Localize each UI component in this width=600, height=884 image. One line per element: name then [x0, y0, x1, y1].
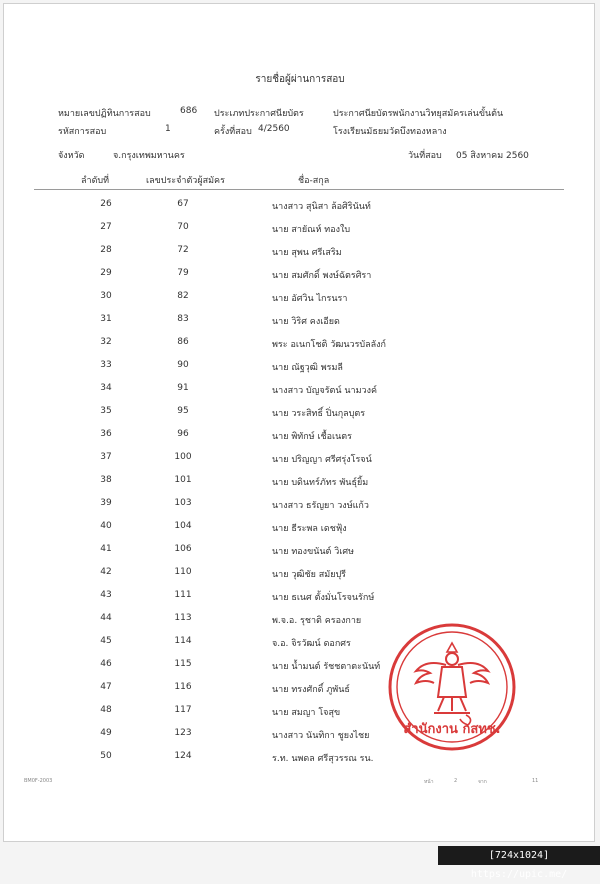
row-applicant-id: 86	[177, 337, 189, 347]
table-row	[0, 751, 600, 774]
row-full-name: นาย สุพน ศรีเสริม	[272, 248, 342, 258]
row-order: 30	[100, 291, 112, 301]
row-order: 27	[100, 222, 112, 232]
row-full-name: จ.อ. จิรวัฒน์ ดอกศร	[272, 639, 351, 649]
row-full-name: นาย ทรงศักดิ์ ภูพันธ์	[272, 685, 350, 695]
row-order: 39	[100, 498, 112, 508]
row-applicant-id: 106	[174, 544, 192, 554]
row-order: 34	[100, 383, 112, 393]
row-order: 50	[100, 751, 112, 761]
row-order: 35	[100, 406, 112, 416]
row-order: 40	[100, 521, 112, 531]
table-row	[0, 199, 600, 222]
exam-id-label: รหัสการสอบ	[58, 127, 107, 137]
header-applicant-id: เลขประจำตัวผู้สมัคร	[146, 176, 225, 186]
table-row	[0, 337, 600, 360]
row-full-name: นางสาว นันทิกา ชูยงไชย	[272, 731, 370, 741]
table-row	[0, 406, 600, 429]
row-order: 41	[100, 544, 112, 554]
table-row	[0, 498, 600, 521]
row-full-name: นาย วุฒิชัย สมัยปุรี	[272, 570, 347, 580]
table-row	[0, 291, 600, 314]
row-full-name: ร.ท. นพดล ศรีสุวรรณ รน.	[272, 754, 374, 764]
page-number: 2	[454, 778, 458, 784]
row-applicant-id: 82	[177, 291, 189, 301]
table-row	[0, 475, 600, 498]
row-applicant-id: 111	[174, 590, 192, 600]
row-applicant-id: 100	[174, 452, 192, 462]
row-order: 32	[100, 337, 112, 347]
row-applicant-id: 113	[174, 613, 192, 623]
province-label: จังหวัด	[58, 151, 85, 161]
announcement-type-value: ประกาศนียบัตรพนักงานวิทยุสมัครเล่นขั้นต้น	[333, 109, 504, 119]
row-applicant-id: 101	[174, 475, 192, 485]
row-full-name: นางสาว สุนิสา ล้อศิรินันท์	[272, 202, 371, 212]
row-full-name: นาย สมญา โจสุข	[272, 708, 341, 718]
province-value: จ.กรุงเทพมหานคร	[113, 151, 185, 161]
row-applicant-id: 83	[177, 314, 189, 324]
announcement-type-label: ประเภทประกาศนียบัตร	[214, 109, 304, 119]
row-full-name: นาย วระสิทธิ์ ปิ่นกุลบุตร	[272, 409, 366, 419]
exam-code-label: หมายเลขปฏิทินการสอบ	[58, 109, 151, 119]
table-row	[0, 360, 600, 383]
page-total: 11	[532, 778, 539, 784]
row-applicant-id: 117	[174, 705, 192, 715]
venue: โรงเรียนมัธยมวัดบึงทองหลาง	[333, 127, 447, 137]
form-code: BM0F-2003	[24, 778, 53, 784]
row-applicant-id: 124	[174, 751, 192, 761]
exam-code-value: 686	[180, 106, 198, 116]
table-row	[0, 314, 600, 337]
row-full-name: พ.จ.อ. รุชาติ ครองกาย	[272, 616, 362, 626]
table-row	[0, 521, 600, 544]
row-applicant-id: 115	[174, 659, 192, 669]
row-applicant-id: 116	[174, 682, 192, 692]
row-order: 33	[100, 360, 112, 370]
row-full-name: นาย ณัฐวุฒิ พรมลี	[272, 363, 343, 373]
row-applicant-id: 114	[174, 636, 192, 646]
row-applicant-id: 67	[177, 199, 189, 209]
row-full-name: นาย สายัณห์ ทองใบ	[272, 225, 351, 235]
row-order: 44	[100, 613, 112, 623]
row-applicant-id: 104	[174, 521, 192, 531]
header-order: ลำดับที่	[81, 176, 110, 186]
seal-label: สำนักงาน กสทช.	[403, 722, 501, 737]
row-full-name: นาย วิริศ คงเอียด	[272, 317, 340, 327]
row-order: 46	[100, 659, 112, 669]
upic-watermark-bar: [724x1024] https://upic.me/	[438, 846, 600, 865]
table-row	[0, 383, 600, 406]
exam-date-value: 05 สิงหาคม 2560	[456, 151, 529, 161]
row-applicant-id: 90	[177, 360, 189, 370]
header-full-name: ชื่อ-สกุล	[298, 176, 330, 186]
row-full-name: พระ อเนกโชติ วัฒนวรบัลลังก์	[272, 340, 387, 350]
row-full-name: นาย ปริญญา ศรีศรุ่งโรจน์	[272, 455, 372, 465]
table-row	[0, 268, 600, 291]
row-full-name: นางสาว ธรัญยา วงษ์แก้ว	[272, 501, 369, 511]
row-full-name: นาย บดินทร์ภัทร พันธุ์ยิ้ม	[272, 478, 369, 488]
row-applicant-id: 96	[177, 429, 189, 439]
row-applicant-id: 123	[174, 728, 192, 738]
row-order: 28	[100, 245, 112, 255]
round-label: ครั้งที่สอบ	[214, 127, 252, 137]
exam-date-label: วันที่สอบ	[408, 151, 442, 161]
table-row	[0, 222, 600, 245]
page-label: หน้า	[424, 779, 434, 785]
row-order: 42	[100, 567, 112, 577]
row-applicant-id: 110	[174, 567, 192, 577]
row-applicant-id: 91	[177, 383, 189, 393]
row-applicant-id: 95	[177, 406, 189, 416]
round-value: 4/2560	[258, 124, 290, 134]
table-row	[0, 245, 600, 268]
page-of-label: จาก	[478, 779, 487, 785]
document-title: รายชื่อผู้ผ่านการสอบ	[255, 74, 345, 85]
table-row	[0, 544, 600, 567]
row-full-name: นาย ทองขนันต์ วิเศษ	[272, 547, 355, 557]
header-divider	[34, 189, 564, 190]
row-full-name: นาย สมศักดิ์ พงษ์ฉัตรศิรา	[272, 271, 372, 281]
row-order: 48	[100, 705, 112, 715]
ntbc-seal-stamp	[386, 621, 518, 753]
row-order: 49	[100, 728, 112, 738]
exam-id-value: 1	[165, 124, 171, 134]
row-full-name: นาย ธีระพล เดชฟุ้ง	[272, 524, 347, 534]
row-order: 45	[100, 636, 112, 646]
table-row	[0, 567, 600, 590]
row-order: 43	[100, 590, 112, 600]
row-applicant-id: 103	[174, 498, 192, 508]
table-row	[0, 429, 600, 452]
row-full-name: นาย น้ำมนต์ รัชชตาตะนันท์	[272, 662, 381, 672]
row-order: 29	[100, 268, 112, 278]
row-order: 37	[100, 452, 112, 462]
row-order: 36	[100, 429, 112, 439]
row-order: 47	[100, 682, 112, 692]
row-full-name: นาย พิทักษ์ เชื้อเนตร	[272, 432, 352, 442]
row-applicant-id: 70	[177, 222, 189, 232]
row-applicant-id: 79	[177, 268, 189, 278]
row-order: 31	[100, 314, 112, 324]
table-row	[0, 590, 600, 613]
row-full-name: นาย อัศวิน ไกรนรา	[272, 294, 348, 304]
row-applicant-id: 72	[177, 245, 189, 255]
row-full-name: นาย ธเนศ ตั้งมั่นโรจนรักษ์	[272, 593, 375, 603]
row-order: 26	[100, 199, 112, 209]
row-order: 38	[100, 475, 112, 485]
row-full-name: นางสาว บัญจรัตน์ นามวงค์	[272, 386, 378, 396]
table-row	[0, 452, 600, 475]
